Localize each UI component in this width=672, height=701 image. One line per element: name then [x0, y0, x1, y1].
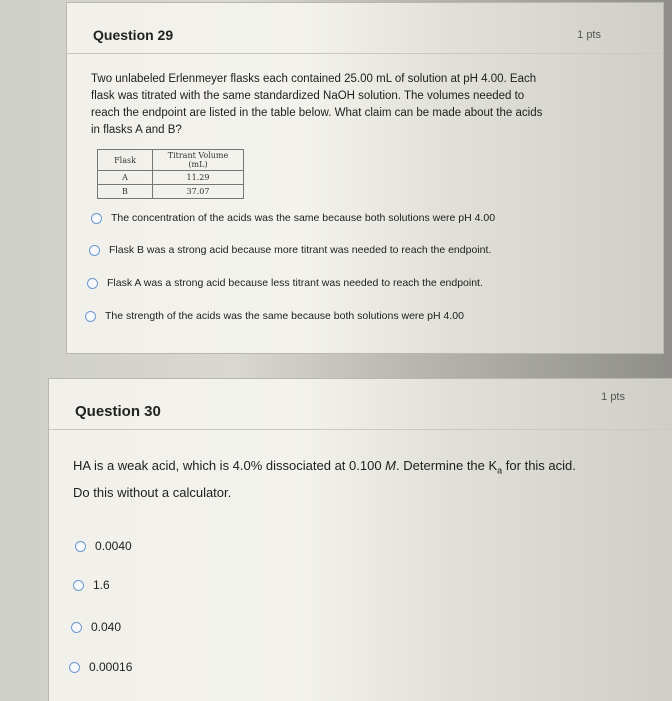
- radio-button[interactable]: [75, 541, 86, 552]
- prompt-line: flask was titrated with the same standardized NaOH solution. The volumes needed to: [91, 90, 525, 102]
- answer-option-label: 0.00016: [89, 660, 133, 674]
- answer-option-label: The strength of the acids was the same because both solutions were pH 4.00: [105, 310, 464, 322]
- question-30-title: Question 30: [75, 403, 161, 420]
- question-29-title: Question 29: [93, 27, 174, 43]
- answer-option[interactable]: [73, 578, 110, 592]
- radio-button[interactable]: [87, 278, 98, 289]
- radio-button[interactable]: [69, 662, 80, 673]
- answer-option-label: Flask B was a strong acid because more titrant was needed to reach the endpoint.: [109, 244, 492, 256]
- radio-button[interactable]: [89, 245, 100, 256]
- answer-option[interactable]: [87, 277, 483, 289]
- table-header: Flask: [98, 150, 153, 171]
- table-header: Titrant Volume (mL): [153, 150, 244, 171]
- answer-option[interactable]: [69, 660, 132, 674]
- titration-table: [97, 149, 244, 199]
- answer-option-label: 0.0040: [95, 539, 132, 553]
- answer-option-label: Flask A was a strong acid because less titrant was needed to reach the endpoint.: [107, 277, 483, 289]
- question-30-card: [48, 378, 672, 701]
- table-row: [98, 171, 244, 185]
- table-cell: 37.07: [153, 185, 244, 199]
- radio-button[interactable]: [85, 311, 96, 322]
- question-29-card: [66, 2, 664, 354]
- answer-option[interactable]: [85, 310, 464, 322]
- radio-button[interactable]: [91, 213, 102, 224]
- answer-option-label: The concentration of the acids was the same because both solutions were pH 4.00: [111, 212, 496, 224]
- radio-button[interactable]: [73, 580, 84, 591]
- prompt-text: for this acid.: [502, 458, 576, 473]
- table-row: [98, 185, 244, 199]
- molarity-unit: M: [385, 458, 397, 473]
- answer-option[interactable]: [89, 244, 491, 256]
- radio-button[interactable]: [71, 622, 82, 633]
- answer-option-label: 1.6: [93, 578, 110, 592]
- question-29-prompt: [91, 71, 542, 139]
- prompt-line: [73, 455, 576, 482]
- table-header-row: [98, 150, 244, 171]
- question-30-points: 1 pts: [601, 391, 625, 403]
- table-cell: B: [98, 185, 153, 199]
- prompt-line: reach the endpoint are listed in the table below. What claim can be made about the acids: [91, 107, 543, 119]
- ka-subscript: a: [497, 465, 503, 476]
- answer-option[interactable]: [71, 620, 121, 634]
- answer-option[interactable]: [91, 212, 495, 224]
- prompt-line: Do this without a calculator.: [73, 484, 232, 500]
- prompt-line: Two unlabeled Erlenmeyer flasks each contained 25.00 mL of solution at pH 4.00. Each: [91, 73, 537, 85]
- prompt-line: in flasks A and B?: [91, 124, 182, 136]
- question-30-prompt: [73, 455, 576, 503]
- question-29-divider: [67, 53, 663, 54]
- prompt-text: HA is a weak acid, which is 4.0% dissociated at 0.100: [73, 458, 386, 473]
- prompt-text: . Determine the K: [396, 458, 498, 473]
- table-cell: 11.29: [153, 171, 244, 185]
- table-cell: A: [98, 171, 153, 185]
- question-30-divider: [49, 429, 672, 430]
- answer-option[interactable]: [75, 539, 132, 553]
- answer-option-label: 0.040: [91, 620, 122, 634]
- question-29-points: 1 pts: [577, 29, 601, 41]
